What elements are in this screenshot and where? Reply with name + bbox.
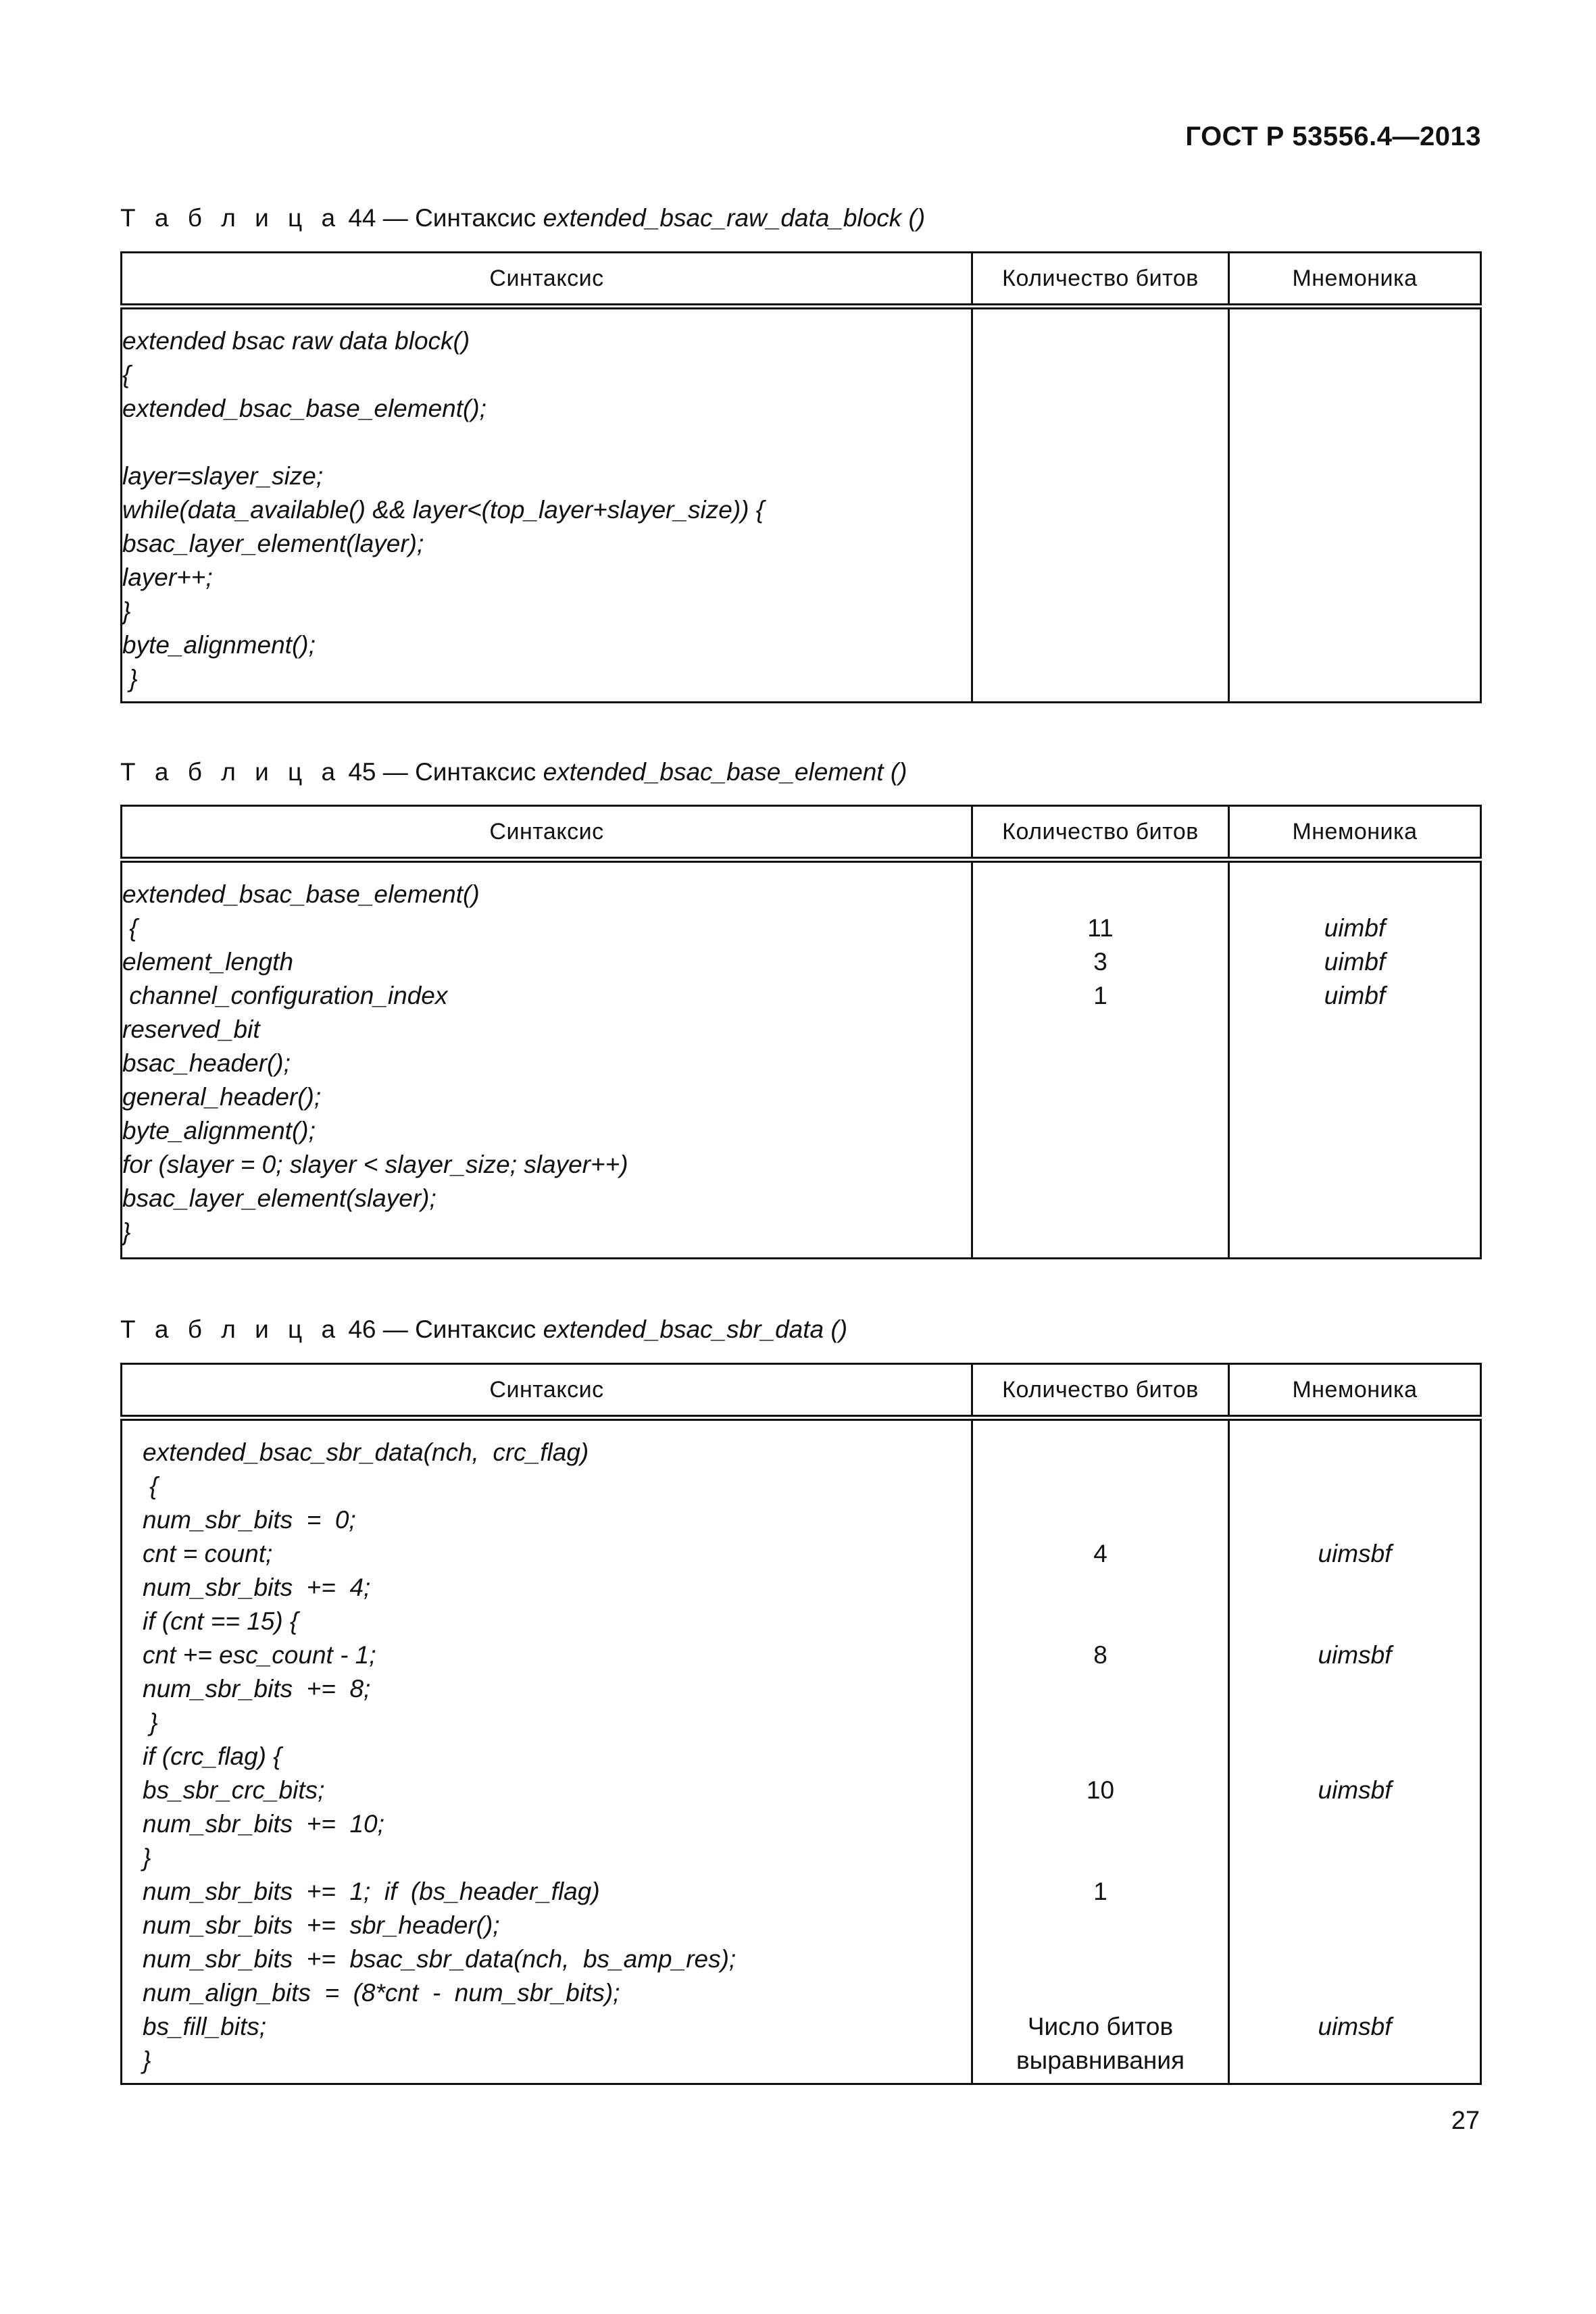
bits-value [973, 1909, 1228, 1942]
table-caption-label: Т а б л и ц а [120, 1315, 342, 1343]
mnemonic-value [1230, 459, 1480, 493]
syntax-line: general_header(); [122, 1083, 322, 1111]
syntax-line: { [122, 914, 138, 942]
mnemonic-value [1230, 1672, 1480, 1706]
syntax-line: layer=slayer_size; [122, 462, 324, 490]
table-caption-label: Т а б л и ц а [120, 204, 342, 232]
bits-value [973, 628, 1228, 662]
syntax-line: bs_sbr_crc_bits; [143, 1776, 325, 1804]
mnemonic-cell [1229, 860, 1481, 1259]
syntax-line: { [122, 361, 131, 388]
bits-value: выравнивания [1016, 2046, 1185, 2074]
table-44-caption [120, 204, 925, 232]
table-46 [120, 1363, 1482, 2085]
mnemonic-value [1230, 1807, 1480, 1841]
bits-value: 8 [1093, 1641, 1107, 1669]
syntax-cell [122, 1418, 972, 2084]
syntax-line: extended_bsac_sbr_data(nch, crc_flag) [143, 1438, 589, 1466]
syntax-line: cnt += esc_count - 1; [143, 1641, 376, 1669]
mnemonic-value: uimbf [1324, 948, 1386, 976]
mnemonic-value [1230, 1436, 1480, 1469]
mnemonic-value [1230, 1841, 1480, 1875]
bits-value [973, 662, 1228, 696]
mnemonic-value [1230, 324, 1480, 358]
bits-value: 3 [1093, 948, 1107, 976]
syntax-line: byte_alignment(); [122, 1117, 316, 1145]
syntax-line: while(data_available() && layer<(top_layer+slayer_size)) { [122, 496, 765, 524]
bits-value [973, 1047, 1228, 1080]
bits-value [973, 527, 1228, 561]
syntax-line: element_length [122, 948, 294, 976]
syntax-line: } [122, 1218, 131, 1246]
mnemonic-value [1230, 1080, 1480, 1114]
bits-value: 4 [1093, 1540, 1107, 1567]
bits-value: 11 [1087, 914, 1114, 942]
bits-value [973, 1740, 1228, 1774]
table-45-caption [120, 758, 907, 786]
mnemonic-value [1230, 426, 1480, 459]
column-header-mnemonic: Мнемоника [1229, 1364, 1481, 1418]
bits-value [973, 324, 1228, 358]
bits-value [973, 426, 1228, 459]
mnemonic-value [1230, 1942, 1480, 1976]
mnemonic-value [1230, 1215, 1480, 1249]
table-46-caption [120, 1315, 847, 1344]
mnemonic-cell [1229, 307, 1481, 703]
bits-value [973, 1706, 1228, 1740]
mnemonic-value [1230, 1047, 1480, 1080]
bits-cell [972, 860, 1229, 1259]
syntax-line: num_sbr_bits += sbr_header(); [143, 1911, 500, 1939]
mnemonic-value [1230, 1875, 1480, 1909]
mnemonic-value [1230, 2044, 1480, 2078]
column-header-bits: Количество битов [972, 253, 1229, 307]
mnemonic-value [1230, 358, 1480, 392]
syntax-line: num_sbr_bits += bsac_sbr_data(nch, bs_amp_res); [143, 1945, 737, 1973]
table-caption-name: extended_bsac_sbr_data () [543, 1315, 848, 1343]
mnemonic-value [1230, 1706, 1480, 1740]
bits-value [973, 595, 1228, 628]
bits-value [973, 1182, 1228, 1215]
bits-value [973, 1503, 1228, 1537]
bits-value: 10 [1086, 1776, 1115, 1804]
column-header-syntax: Синтаксис [122, 253, 972, 307]
mnemonic-value [1230, 1605, 1480, 1638]
mnemonic-value [1230, 1909, 1480, 1942]
mnemonic-value [1230, 878, 1480, 911]
bits-value [973, 1148, 1228, 1182]
mnemonic-value [1230, 662, 1480, 696]
bits-value [973, 358, 1228, 392]
bits-value [973, 392, 1228, 426]
column-header-mnemonic: Мнемоника [1229, 806, 1481, 860]
mnemonic-value [1230, 1571, 1480, 1605]
syntax-line: bs_fill_bits; [143, 2013, 267, 2040]
table-45 [120, 805, 1482, 1259]
bits-value [973, 493, 1228, 527]
column-header-syntax: Синтаксис [122, 806, 972, 860]
syntax-line: reserved_bit [122, 1015, 260, 1043]
bits-value [973, 1013, 1228, 1047]
mnemonic-value [1230, 1740, 1480, 1774]
syntax-line: layer++; [122, 563, 213, 591]
syntax-line: if (cnt == 15) { [143, 1607, 299, 1635]
bits-value [973, 1976, 1228, 2010]
mnemonic-value: uimsbf [1318, 1540, 1392, 1567]
mnemonic-value [1230, 595, 1480, 628]
bits-value [973, 459, 1228, 493]
table-caption-text: 45 — Синтаксис [341, 758, 543, 786]
syntax-line: num_align_bits = (8*cnt - num_sbr_bits); [143, 1979, 620, 2007]
syntax-line: channel_configuration_index [122, 982, 448, 1009]
mnemonic-value [1230, 561, 1480, 595]
mnemonic-value [1230, 392, 1480, 426]
bits-value: 1 [1093, 982, 1107, 1009]
syntax-line: num_sbr_bits += 10; [143, 1810, 384, 1838]
syntax-cell [122, 307, 972, 703]
bits-value [973, 1672, 1228, 1706]
mnemonic-value: uimsbf [1318, 1776, 1392, 1804]
column-header-mnemonic: Мнемоника [1229, 253, 1481, 307]
mnemonic-value [1230, 628, 1480, 662]
syntax-line: { [143, 1472, 158, 1500]
bits-value [973, 1841, 1228, 1875]
syntax-line: } [143, 2046, 151, 2074]
syntax-line: if (crc_flag) { [143, 1742, 282, 1770]
syntax-line: num_sbr_bits += 4; [143, 1574, 371, 1601]
syntax-line: extended_bsac_base_element() [122, 880, 480, 908]
mnemonic-value [1230, 1976, 1480, 2010]
bits-value: Число битов [1027, 2013, 1174, 2040]
column-header-syntax: Синтаксис [122, 1364, 972, 1418]
syntax-line: } [122, 665, 138, 693]
mnemonic-cell [1229, 1418, 1481, 2084]
syntax-line: num_sbr_bits += 1; if (bs_header_flag) [143, 1878, 600, 1905]
syntax-cell [122, 860, 972, 1259]
bits-value [973, 878, 1228, 911]
syntax-line: byte_alignment(); [122, 631, 316, 659]
bits-value [973, 1807, 1228, 1841]
mnemonic-value [1230, 1503, 1480, 1537]
syntax-line: bsac_header(); [122, 1049, 291, 1077]
syntax-line: extended_bsac_base_element(); [122, 395, 487, 422]
table-caption-text: 44 — Синтаксис [341, 204, 543, 232]
mnemonic-value [1230, 1182, 1480, 1215]
bits-cell [972, 307, 1229, 703]
syntax-line: num_sbr_bits += 8; [143, 1675, 371, 1703]
bits-value [973, 1114, 1228, 1148]
bits-value [973, 1571, 1228, 1605]
syntax-line: bsac_layer_element(slayer); [122, 1184, 437, 1212]
bits-value [973, 1436, 1228, 1469]
bits-value [973, 561, 1228, 595]
mnemonic-value [1230, 1114, 1480, 1148]
column-header-bits: Количество битов [972, 806, 1229, 860]
bits-value [973, 1469, 1228, 1503]
mnemonic-value [1230, 527, 1480, 561]
table-caption-text: 46 — Синтаксис [341, 1315, 543, 1343]
bits-value [973, 1215, 1228, 1249]
mnemonic-value [1230, 1469, 1480, 1503]
bits-value: 1 [1093, 1878, 1107, 1905]
table-caption-name: extended_bsac_base_element () [543, 758, 907, 786]
syntax-line: } [122, 597, 131, 625]
syntax-line: extended bsac raw data block() [122, 327, 470, 355]
column-header-bits: Количество битов [972, 1364, 1229, 1418]
syntax-line [122, 426, 971, 459]
bits-cell [972, 1418, 1229, 2084]
syntax-line: } [143, 1709, 158, 1736]
mnemonic-value [1230, 493, 1480, 527]
bits-value [973, 1942, 1228, 1976]
syntax-line: num_sbr_bits = 0; [143, 1506, 356, 1534]
mnemonic-value: uimsbf [1318, 1641, 1392, 1669]
mnemonic-value: uimbf [1324, 914, 1386, 942]
syntax-line: cnt = count; [143, 1540, 273, 1567]
mnemonic-value [1230, 1013, 1480, 1047]
bits-value [973, 1605, 1228, 1638]
table-44 [120, 251, 1482, 703]
mnemonic-value: uimbf [1324, 982, 1386, 1009]
bits-value [973, 1080, 1228, 1114]
page-number: 27 [1451, 2107, 1480, 2135]
syntax-line: } [143, 1844, 151, 1871]
syntax-line: bsac_layer_element(layer); [122, 530, 424, 557]
table-caption-label: Т а б л и ц а [120, 758, 342, 786]
table-caption-name: extended_bsac_raw_data_block () [543, 204, 926, 232]
mnemonic-value [1230, 1148, 1480, 1182]
mnemonic-value: uimsbf [1318, 2013, 1392, 2040]
syntax-line: for (slayer = 0; slayer < slayer_size; slayer++) [122, 1151, 628, 1178]
document-standard-header: ГОСТ Р 53556.4—2013 [1185, 122, 1481, 151]
